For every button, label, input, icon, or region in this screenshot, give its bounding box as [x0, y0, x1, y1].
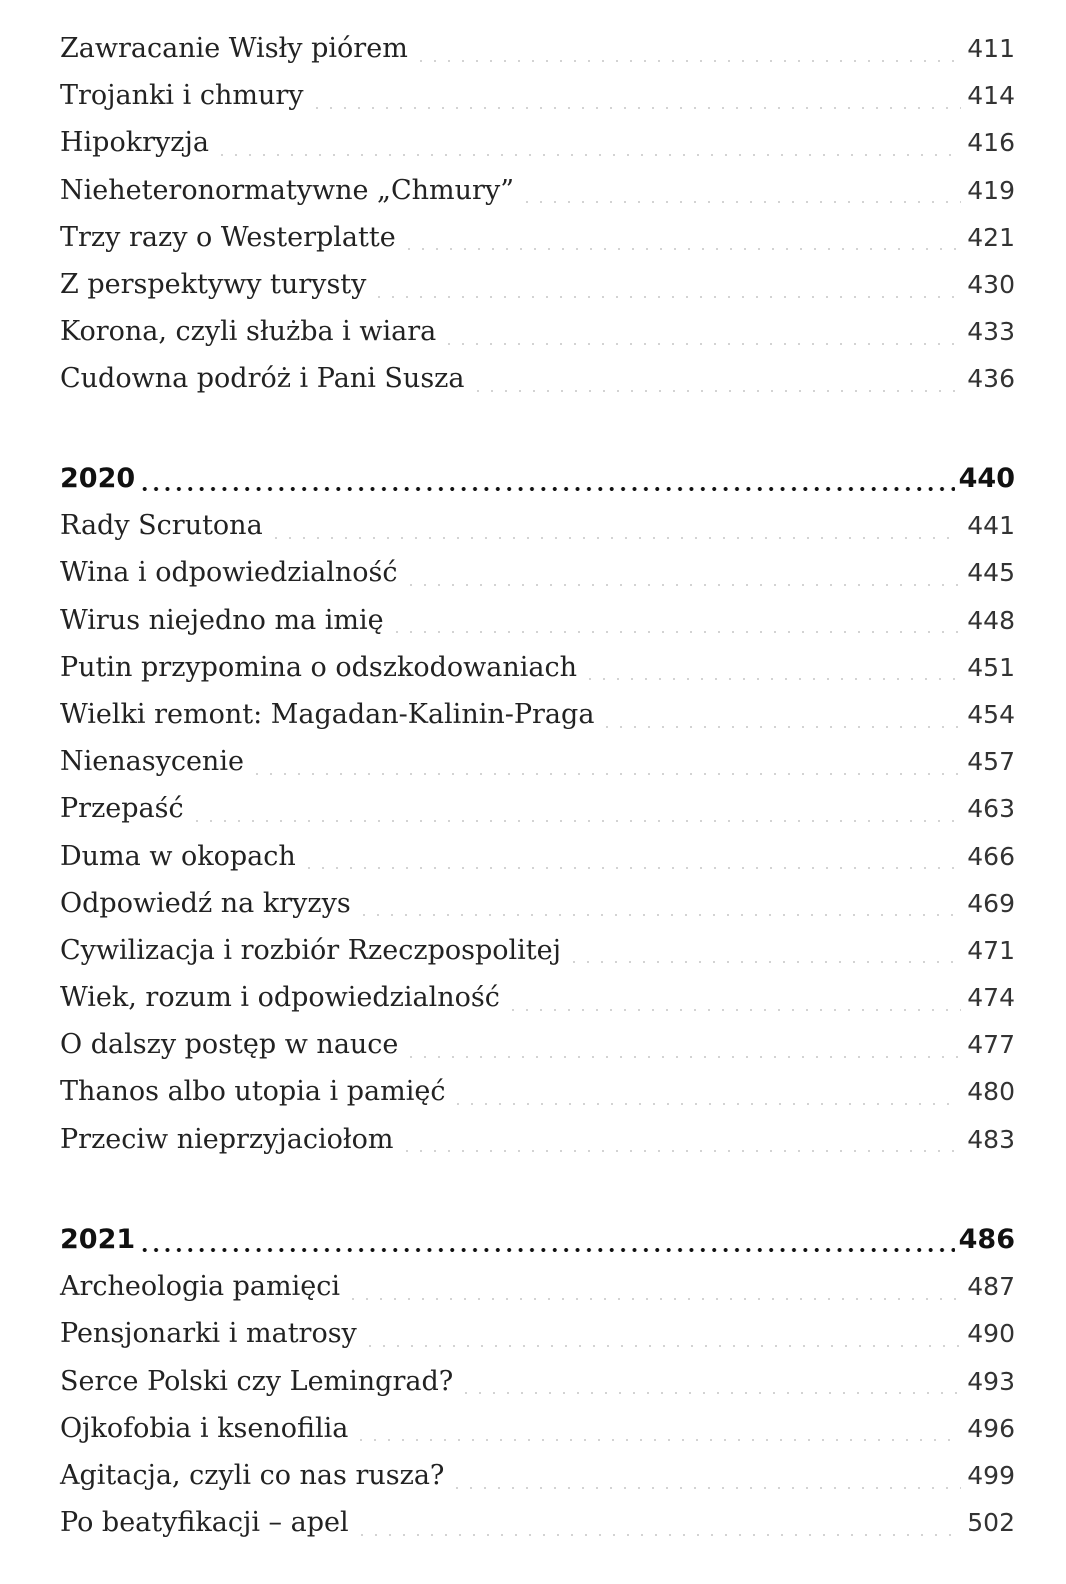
entry-page: 487 [967, 1272, 1015, 1302]
leader-dots [357, 914, 962, 916]
entry-title: Duma w okopach [60, 840, 296, 872]
entry-page: 419 [967, 175, 1015, 205]
leader-dots [442, 343, 961, 345]
toc-entry[interactable] [60, 1068, 1015, 1115]
entry-page: 457 [967, 747, 1015, 777]
entry-page: 433 [967, 317, 1015, 347]
entry-title: Thanos albo utopia i pamięć [60, 1076, 446, 1108]
heading-leader-dots [139, 1248, 954, 1252]
entry-title: Odpowiedź na kryzys [60, 887, 351, 919]
entry-title: Nieheteronormatywne „Chmury” [60, 174, 515, 206]
leader-dots [215, 154, 961, 156]
leader-dots [451, 1103, 961, 1105]
toc-entry[interactable] [60, 1452, 1015, 1499]
entry-page: 502 [967, 1508, 1015, 1538]
entry-page: 436 [967, 364, 1015, 394]
entry-title: O dalszy postęp w nauce [60, 1029, 399, 1061]
toc-entry[interactable] [60, 355, 1015, 402]
entry-title: Wielki remont: Magadan-Kalinin-Praga [60, 698, 595, 730]
leader-dots [450, 1487, 961, 1489]
leader-dots [310, 107, 962, 109]
section-page: 486 [958, 1224, 1015, 1255]
leader-dots [404, 584, 962, 586]
entry-page: 448 [967, 605, 1015, 635]
leader-dots [363, 1345, 961, 1347]
toc-section-2021 [60, 1216, 1015, 1546]
entry-title: Rady Scrutona [60, 510, 263, 542]
entry-title: Z perspektywy turysty [60, 268, 367, 300]
entry-page: 411 [967, 34, 1015, 63]
leader-dots [471, 390, 962, 392]
entry-page: 414 [967, 81, 1015, 111]
entry-page: 490 [967, 1319, 1015, 1349]
toc-entry[interactable] [60, 691, 1015, 738]
toc-entry[interactable] [60, 833, 1015, 880]
toc-entry[interactable] [60, 880, 1015, 927]
toc-entry[interactable] [60, 927, 1015, 974]
toc-entry[interactable] [60, 72, 1015, 119]
entry-title: Wiek, rozum i odpowiedzialność [60, 982, 500, 1014]
toc-entry[interactable] [60, 1358, 1015, 1405]
leader-dots [400, 1150, 962, 1152]
entry-page: 480 [967, 1077, 1015, 1107]
entry-page: 463 [967, 794, 1015, 824]
toc-entry[interactable] [60, 597, 1015, 644]
toc-entry[interactable] [60, 308, 1015, 355]
entry-title: Putin przypomina o odszkodowaniach [60, 651, 577, 683]
toc-entry[interactable] [60, 261, 1015, 308]
toc-entry[interactable] [60, 785, 1015, 832]
entry-title: Agitacja, czyli co nas rusza? [60, 1459, 445, 1491]
leader-dots [354, 1439, 961, 1441]
entry-title: Zawracanie Wisły piórem [60, 33, 408, 64]
entry-title: Przeciw nieprzyjaciołom [60, 1123, 394, 1155]
toc-entry[interactable] [60, 1021, 1015, 1068]
entry-title: Wirus niejedno ma imię [60, 604, 384, 636]
entry-title: Trojanki i chmury [60, 80, 304, 112]
leader-dots [506, 1009, 961, 1011]
toc-entry[interactable] [60, 119, 1015, 166]
leader-dots [459, 1392, 961, 1394]
entry-page: 499 [967, 1460, 1015, 1490]
section-heading[interactable] [60, 1216, 1015, 1263]
entry-page: 416 [967, 128, 1015, 158]
leader-dots [346, 1298, 961, 1300]
toc-entry[interactable] [60, 549, 1015, 596]
toc-section-2020 [60, 455, 1015, 1163]
leader-dots [190, 820, 962, 822]
entry-page: 421 [967, 222, 1015, 252]
toc-entry[interactable] [60, 974, 1015, 1021]
entry-page: 474 [967, 983, 1015, 1013]
entry-page: 451 [967, 652, 1015, 682]
toc-continued-section [60, 25, 1015, 403]
leader-dots [372, 296, 961, 298]
leader-dots [583, 678, 961, 680]
toc-entry[interactable] [60, 1499, 1015, 1546]
leader-dots [567, 961, 961, 963]
section-heading[interactable] [60, 455, 1015, 502]
entry-title: Wina i odpowiedzialność [60, 557, 398, 589]
section-year: 2021 [60, 1224, 136, 1255]
toc-entry[interactable] [60, 1263, 1015, 1310]
entry-title: Pensjonarki i matrosy [60, 1318, 357, 1350]
toc-entry[interactable] [60, 1310, 1015, 1357]
entry-title: Ojkofobia i ksenofilia [60, 1412, 349, 1444]
toc-entry[interactable] [60, 644, 1015, 691]
entry-page: 430 [967, 269, 1015, 299]
leader-dots [414, 60, 961, 62]
leader-dots [355, 1534, 962, 1536]
entry-page: 496 [967, 1413, 1015, 1443]
section-page: 440 [958, 463, 1015, 494]
leader-dots [520, 201, 961, 203]
entry-page: 466 [967, 841, 1015, 871]
entry-title: Cywilizacja i rozbiór Rzeczpospolitej [60, 934, 561, 966]
leader-dots [250, 773, 961, 775]
entry-page: 469 [967, 888, 1015, 918]
entry-page: 477 [967, 1030, 1015, 1060]
entry-title: Hipokryzja [60, 127, 209, 159]
entry-page: 493 [967, 1366, 1015, 1396]
section-year: 2020 [60, 463, 136, 494]
leader-dots [404, 1056, 961, 1058]
toc-entry[interactable] [60, 502, 1015, 549]
entry-title: Trzy razy o Westerplatte [60, 221, 396, 253]
toc-entry[interactable] [60, 167, 1015, 214]
entry-page: 445 [967, 558, 1015, 588]
leader-dots [302, 867, 962, 869]
entry-title: Po beatyfikacji – apel [60, 1507, 349, 1539]
entry-page: 471 [967, 935, 1015, 965]
entry-title: Korona, czyli służba i wiara [60, 316, 437, 348]
entry-page: 483 [967, 1124, 1015, 1154]
heading-leader-dots [139, 487, 954, 491]
leader-dots [390, 631, 962, 633]
toc-entry[interactable] [60, 25, 1015, 72]
leader-dots [402, 248, 962, 250]
entry-page: 441 [967, 511, 1015, 541]
entry-title: Serce Polski czy Lemingrad? [60, 1365, 454, 1397]
leader-dots [600, 726, 961, 728]
entry-title: Przepaść [60, 793, 184, 825]
toc-entry[interactable] [60, 738, 1015, 785]
entry-page: 454 [967, 699, 1015, 729]
toc-entry[interactable] [60, 1405, 1015, 1452]
leader-dots [269, 537, 962, 539]
entry-title: Nienasycenie [60, 746, 244, 778]
toc-entry[interactable] [60, 1116, 1015, 1163]
entry-title: Cudowna podróż i Pani Susza [60, 363, 465, 395]
entry-title: Archeologia pamięci [60, 1271, 340, 1303]
toc-entry[interactable] [60, 214, 1015, 261]
